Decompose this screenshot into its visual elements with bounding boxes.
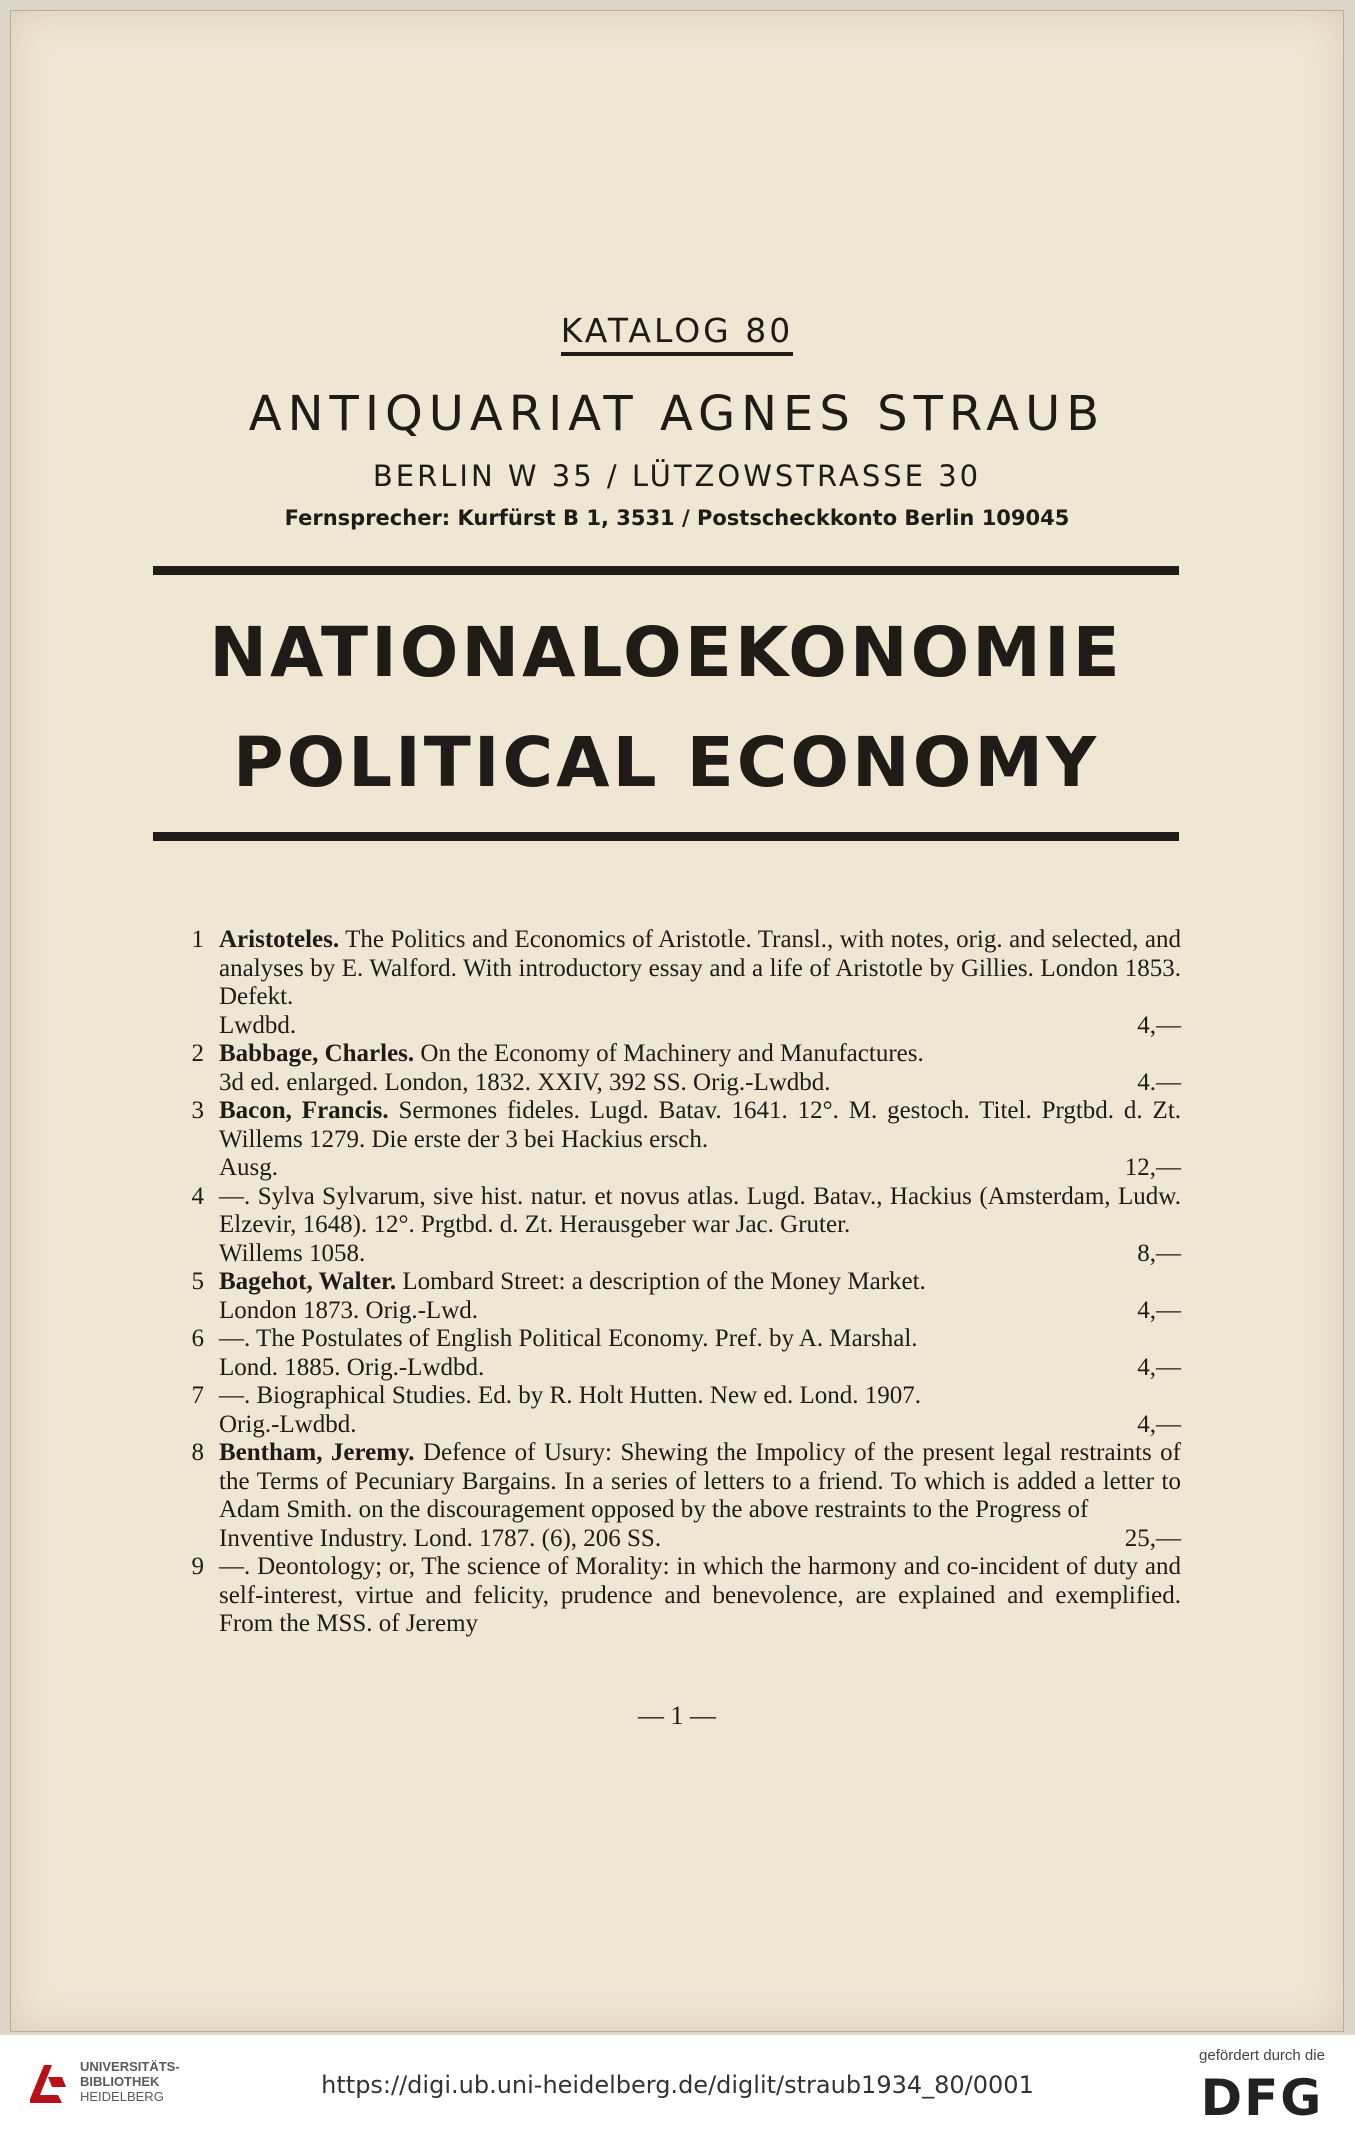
entry-description: Lombard Street: a description of the Money Market. [402,1268,926,1295]
entry-text [219,1553,1181,1639]
entry-text [219,1439,1181,1525]
entry-binding: 3d ed. enlarged. London, 1832. XXIV, 392 SS. Orig.-Lwdbd. [219,1068,831,1096]
entry-number: 2 [191,1040,204,1067]
entry-number: 7 [191,1382,204,1409]
catalog-entry [176,926,1181,1040]
catalog-entry [176,1040,1181,1097]
entry-price-line [219,1411,1181,1440]
entry-price: 8,— [1137,1239,1181,1267]
entry-price-line [219,1240,1181,1269]
headline-english: POLITICAL ECONOMY [232,723,1100,803]
entry-number: 9 [191,1553,204,1580]
entry-binding: Lwdbd. [219,1011,297,1039]
entry-description: —. Biographical Studies. Ed. by R. Holt Hutten. New ed. Lond. 1907. [219,1382,922,1409]
entry-number: 8 [191,1439,204,1466]
entry-description: The Politics and Economics of Aristotle. Transl., with notes, orig. and selected, and analyses by E. Walford. With introductory essay and a life of Aristotle by Gillies. London 1853. Defekt. [219,926,1181,1010]
entry-author: Bentham, Jeremy. [219,1439,415,1466]
entry-description: Sermones fideles. Lugd. Batav. 1641. 12°. M. gestoch. Titel. Prgtbd. d. Zt. Willems 1279. Die erste der 3 bei Hackius ersch. [219,1097,1182,1153]
catalog-entry [176,1325,1181,1382]
entry-text [219,1382,1181,1411]
entry-text [219,1183,1181,1240]
entry-description: —. The Postulates of English Political Economy. Pref. by A. Marshal. [219,1325,918,1352]
entry-price: 4,— [1137,1011,1181,1039]
entry-number: 4 [191,1182,204,1210]
entry-text [219,1097,1181,1154]
catalog-entry [176,1097,1181,1183]
entry-price: 4,— [1137,1296,1181,1324]
entry-number: 1 [191,926,204,953]
entry-price: 4,— [1137,1353,1181,1381]
bottom-rule [153,832,1179,841]
library-name: UNIVERSITÄTS- BIBLIOTHEK HEIDELBERG [80,2059,180,2104]
entry-text [219,1040,1181,1069]
entry-author: Bagehot, Walter. [219,1268,397,1295]
catalog-entry [176,1439,1181,1553]
entry-description: On the Economy of Machinery and Manufactures. [420,1040,924,1067]
entry-price-line [219,1012,1181,1041]
page-number: — 1 — [638,1701,716,1730]
catalog-number: KATALOG 80 [11,311,1343,350]
dfg-logo: DFG [1200,2069,1324,2127]
firm-phone: Fernsprecher: Kurfürst B 1, 3531 / Postscheckkonto Berlin 109045 [284,506,1070,530]
entry-binding: London 1873. Orig.-Lwd. [219,1296,478,1324]
entry-price-line [219,1297,1181,1326]
entry-price-line [219,1154,1181,1183]
entry-binding: Orig.-Lwdbd. [219,1410,357,1438]
entry-price: 12,— [1124,1154,1181,1181]
entry-price-line [219,1525,1181,1554]
entry-description: —. Deontology; or, The science of Morality: in which the harmony and co-incident of duty and self-interest, virtue and felicity, prudence and benevolence, are explained and exemplified. From the MSS. of Jeremy [219,1553,1181,1637]
entry-binding: Ausg. [219,1154,279,1181]
firm-name: ANTIQUARIAT AGNES STRAUB [248,386,1106,442]
entry-text [219,926,1181,1012]
entry-text [219,1325,1181,1354]
entry-author: Bacon, Francis. [219,1097,389,1124]
entry-price-line [219,1354,1181,1383]
entry-number: 5 [191,1268,204,1295]
entry-text [219,1268,1181,1297]
entry-description: —. Sylva Sylvarum, sive hist. natur. et novus atlas. Lugd. Batav., Hackius (Amsterdam, Ludw. Elzevir, 1648). 12°. Prgtbd. d. Zt. Herausgeber war Jac. Gruter. [219,1182,1181,1238]
catalog-entry [176,1183,1181,1269]
top-rule [153,566,1179,575]
entry-author: Babbage, Charles. [219,1040,415,1067]
entry-price: 4.— [1137,1068,1181,1096]
catalog-entry [176,1268,1181,1325]
entry-binding: Willems 1058. [219,1239,366,1267]
entry-author: Aristoteles. [219,926,340,953]
entry-binding: Lond. 1885. Orig.-Lwdbd. [219,1353,485,1381]
headline-german: NATIONALOEKONOMIE [209,613,1123,693]
entry-number: 3 [191,1097,204,1124]
catalog-page [10,10,1344,2032]
viewer-footer [0,2035,1355,2135]
entry-binding: Inventive Industry. Lond. 1787. (6), 206 SS. [219,1524,662,1552]
firm-address: BERLIN W 35 / LÜTZOWSTRASSE 30 [372,459,982,493]
entry-price-line [219,1069,1181,1098]
catalog-entry [176,1382,1181,1439]
entry-price: 25,— [1124,1524,1181,1552]
catalog-entry [176,1553,1181,1639]
permalink-url[interactable]: https://digi.ub.uni-heidelberg.de/diglit/straub1934_80/0001 [321,2071,1034,2099]
entry-description: Defence of Usury: Shewing the Impolicy of the present legal restraints of the Terms of Pecuniary Bargains. In a series of letters to a friend. To which is added a letter to Adam Smith. on the discouragement opposed by the above restraints to the Progress of [219,1439,1181,1523]
entry-number: 6 [191,1325,204,1352]
entry-price: 4,— [1137,1410,1181,1438]
catalog-entries [176,926,1181,1639]
funded-by-label: gefördert durch die [1199,2047,1325,2064]
